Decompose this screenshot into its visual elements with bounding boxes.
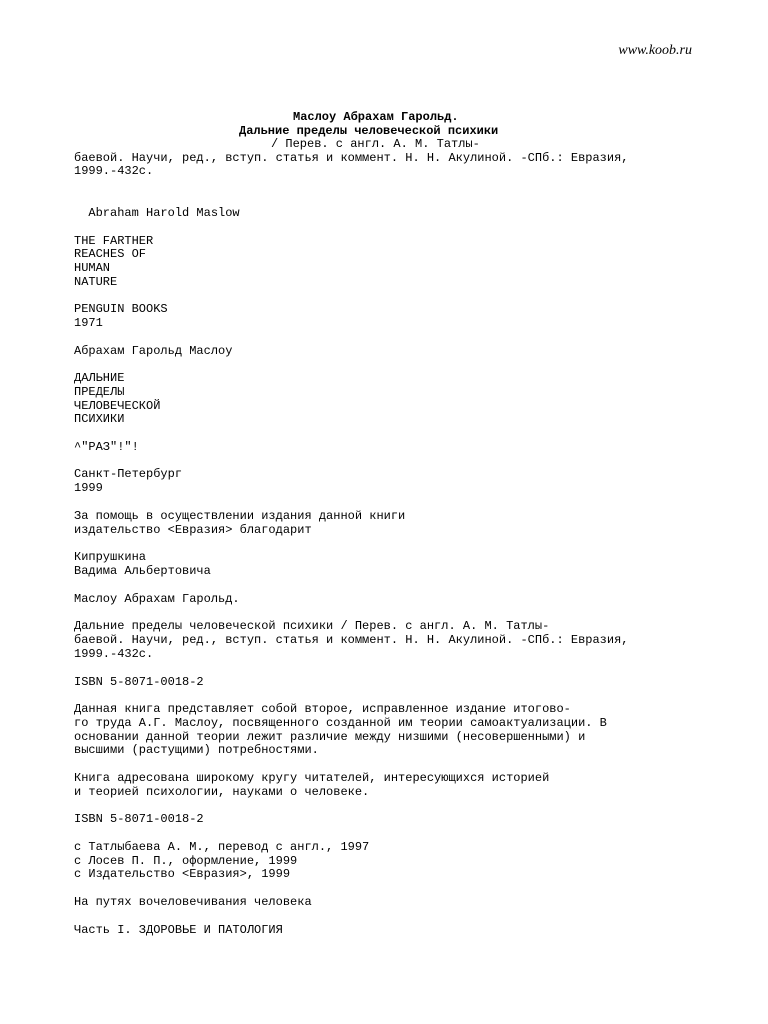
publisher-mark: ^"РАЗ"!"! [74,440,139,454]
book-author-heading: Маслоу Абрахам Гарольд. [293,110,459,124]
acknowledgement-line-1: За помощь в осуществлении издания данной книги [74,509,406,523]
original-title-line-3: HUMAN [74,261,111,275]
part-one-heading: Часть I. ЗДОРОВЬЕ И ПАТОЛОГИЯ [74,923,283,937]
russian-title-line-3: ЧЕЛОВЕЧЕСКОЙ [74,399,161,413]
book-title-heading: Дальние пределы человеческой психики [239,124,499,138]
isbn-second: ISBN 5-8071-0018-2 [74,812,204,826]
original-title-line-2: REACHES OF [74,247,147,261]
annotation-line-2: го труда А.Г. Маслоу, посвященного созданной им теории самоактуализации. В [74,716,607,730]
russian-title-line-4: ПСИХИКИ [74,412,125,426]
publication-city: Санкт-Петербург [74,467,183,481]
original-year: 1971 [74,316,103,330]
original-title-line-1: THE FARTHER [74,234,154,248]
isbn-first: ISBN 5-8071-0018-2 [74,675,204,689]
publication-year: 1999 [74,481,103,495]
original-publisher: PENGUIN BOOKS [74,302,168,316]
site-watermark: www.koob.ru [618,43,692,58]
original-title-line-4: NATURE [74,275,118,289]
acknowledgement-line-2: издательство <Евразия> благодарит [74,523,312,537]
copyright-translation: с Татлыбаева А. М., перевод с англ., 1997 [74,840,370,854]
russian-author: Абрахам Гарольд Маслоу [74,344,233,358]
annotation-line-3: основании данной теории лежит различие между низшими (несовершенными) и [74,730,586,744]
copyright-design: с Лосев П. П., оформление, 1999 [74,854,298,868]
catalog-author: Маслоу Абрахам Гарольд. [74,592,240,606]
annotation-line-1: Данная книга представляет собой второе, исправленное издание итогово- [74,702,571,716]
annotation-line-4: высшими (растущими) потребностями. [74,743,319,757]
section-heading-intro: На путях вочеловечивания человека [74,895,312,909]
catalog-title-line: Дальние пределы человеческой психики / Перев. с англ. А. М. Татлы- [74,619,550,633]
header-translation-line: / Перев. с англ. А. М. Татлы- [271,137,480,151]
original-author: Abraham Harold Maslow [74,206,240,220]
header-publication-line: баевой. Научи, ред., вступ. статья и коммент. Н. Н. Акулиной. -СПб.: Евразия, [74,151,629,165]
audience-line-2: и теорией психологии, науками о человеке. [74,785,370,799]
header-year-pages: 1999.-432с. [74,164,154,178]
sponsor-surname: Кипрушкина [74,550,147,564]
sponsor-name: Вадима Альбертовича [74,564,211,578]
catalog-year-pages: 1999.-432с. [74,647,154,661]
catalog-publication-line: баевой. Научи, ред., вступ. статья и коммент. Н. Н. Акулиной. -СПб.: Евразия, [74,633,629,647]
copyright-publisher: с Издательство <Евразия>, 1999 [74,867,291,881]
russian-title-line-2: ПРЕДЕЛЫ [74,385,125,399]
audience-line-1: Книга адресована широкому кругу читателей, интересующихся историей [74,771,550,785]
russian-title-line-1: ДАЛЬНИЕ [74,371,125,385]
